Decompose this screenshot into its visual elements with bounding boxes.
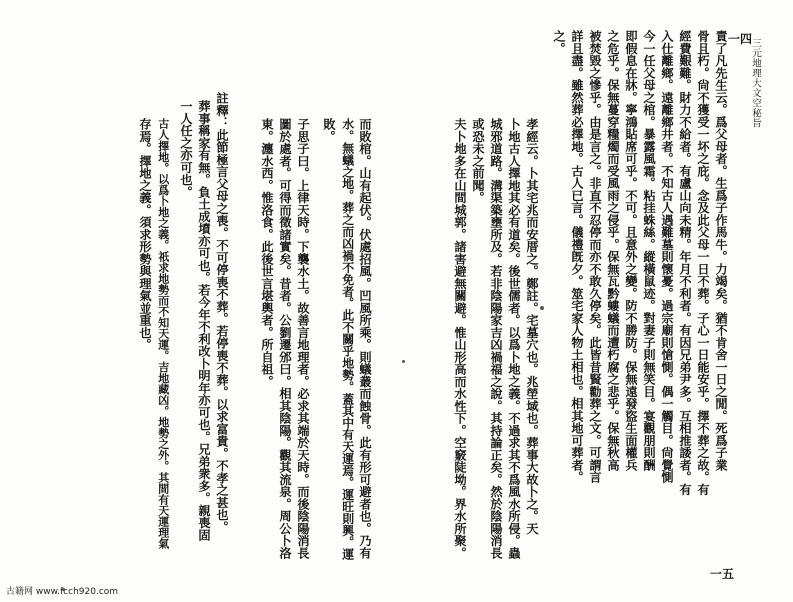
scan-speck	[540, 306, 544, 310]
text-column: 被焚毀之慘乎。由是言之。非直不忍停而亦不敢久停矣。此皆昔賢勸葬之文。可謂言	[588, 30, 602, 484]
page-number-right: 一四	[728, 32, 753, 46]
text-column: 東。瀍水西。惟洛食。此後世言堪輿者。所自祖。	[260, 118, 274, 388]
text-column: 卜地古人擇地其必有道矣。後世儒者。以爲卜地之義。不過求其不爲風水所侵。蟲	[507, 118, 521, 559]
site-name: 古籍网	[6, 587, 34, 597]
scan-speck	[402, 360, 405, 363]
text-column: 骨且朽。尙不獲受一坏之庇。念及此父母一日不葬。子心一日能安乎。擇不葬之故。有	[696, 30, 710, 496]
text-column: 古人擇地。以爲卜地之義。祇求地勢而不知天運。吉地藏凶。地勢之外。其間有天運理氣	[156, 118, 170, 549]
text-column: 即假息在牀。寧鴻貼席可乎。不可。且意外之變。防不勝防。保無遠發盜生面權兵	[624, 30, 638, 471]
text-column: 今一任父母之棺。暴露風霜。粘挂蛛絲。縱橫鼠迹。對妻子則無笑目。宴觀朋則酬	[642, 30, 656, 471]
text-column: 之危乎。保無蔓穿糧燭而受風雨之侵乎。保無瓦黔螻蟻而遭朽腐之悲乎。保無秋高	[606, 30, 620, 471]
footer-watermark	[6, 584, 118, 597]
text-column: 一人任之亦可也。	[179, 100, 193, 198]
text-column: 孝經云。卜其宅兆而安厝之。鄭註。宅墓穴也。兆塋域也。葬事大故卜之。天	[525, 118, 539, 535]
text-column: 夫卜地多在山間城郭。諸害避無關避。惟山形高而水性下。空竅陡坳。界水所聚。	[453, 118, 467, 559]
text-column: 之。	[552, 30, 566, 55]
text-column: 水。無蟻之地。葬之而凶禍不免者。此不關乎地勢。蓋其中有天運焉。運旺則興。運	[340, 118, 355, 561]
text-column: 經費艱難。財力不給者。有盧山向未精。年月不利者。有因兄弟尹多。互相推諉者。有	[678, 30, 692, 496]
text-column: 入仕離鄉。遠離鄉井者。不知古人遇難墓則懷憂。過宗廟則愴惻。偶一觸目。尙覺惻	[660, 30, 674, 484]
running-title: 三元地理大文空秘旨	[750, 38, 761, 128]
text-column: 責了凡先生云。爲父母者。生爲子作馬牛。力竭矣。猶不肯舍一日之閒。死爲子業	[714, 30, 728, 471]
text-column: 圖於處者。可得而徵諸實矣。昔者。公劉遷邠曰。相其陰陽。觀其流泉。周公卜洛	[278, 118, 292, 559]
site-url: www.fcch920.com	[35, 587, 119, 597]
text-column: 詳且盡。雖然葬必擇地。古人已言。儀禮旣夕。筮宅家人物土相也。相其地可葬者。	[570, 30, 584, 484]
text-column: 存焉。擇地之義。須求形勢與理氣並重也。	[138, 118, 152, 351]
text-column: 子思子曰。上律天時。下襲水土。故善言地理者。必求其端於天時。而後陰陽消長	[296, 118, 310, 559]
text-column: 而敗棺。山有起伏。伏處招風。凹風所乘。則蟻叢而蝕骨。此有形可避者也。乃有	[358, 118, 372, 559]
text-column: 註釋：此節極言父母之喪。不可停喪不葬。若停喪不葬。以求富貴。不孝之甚也。	[215, 92, 229, 533]
page-number-left: 一五	[710, 567, 735, 581]
text-column: 敗。	[322, 118, 336, 143]
text-column: 或恐未之前聞。	[471, 118, 485, 204]
text-column: 城邪道路。溝渠築壅所及。若非陰陽家吉凶禍福之說。其持論正矣。然於陰陽消長	[489, 118, 503, 559]
text-column: 葬事稱家有無。負土成墳亦可也。若今年不利改卜明年亦可也。兄弟衆多。親喪固	[197, 100, 211, 541]
